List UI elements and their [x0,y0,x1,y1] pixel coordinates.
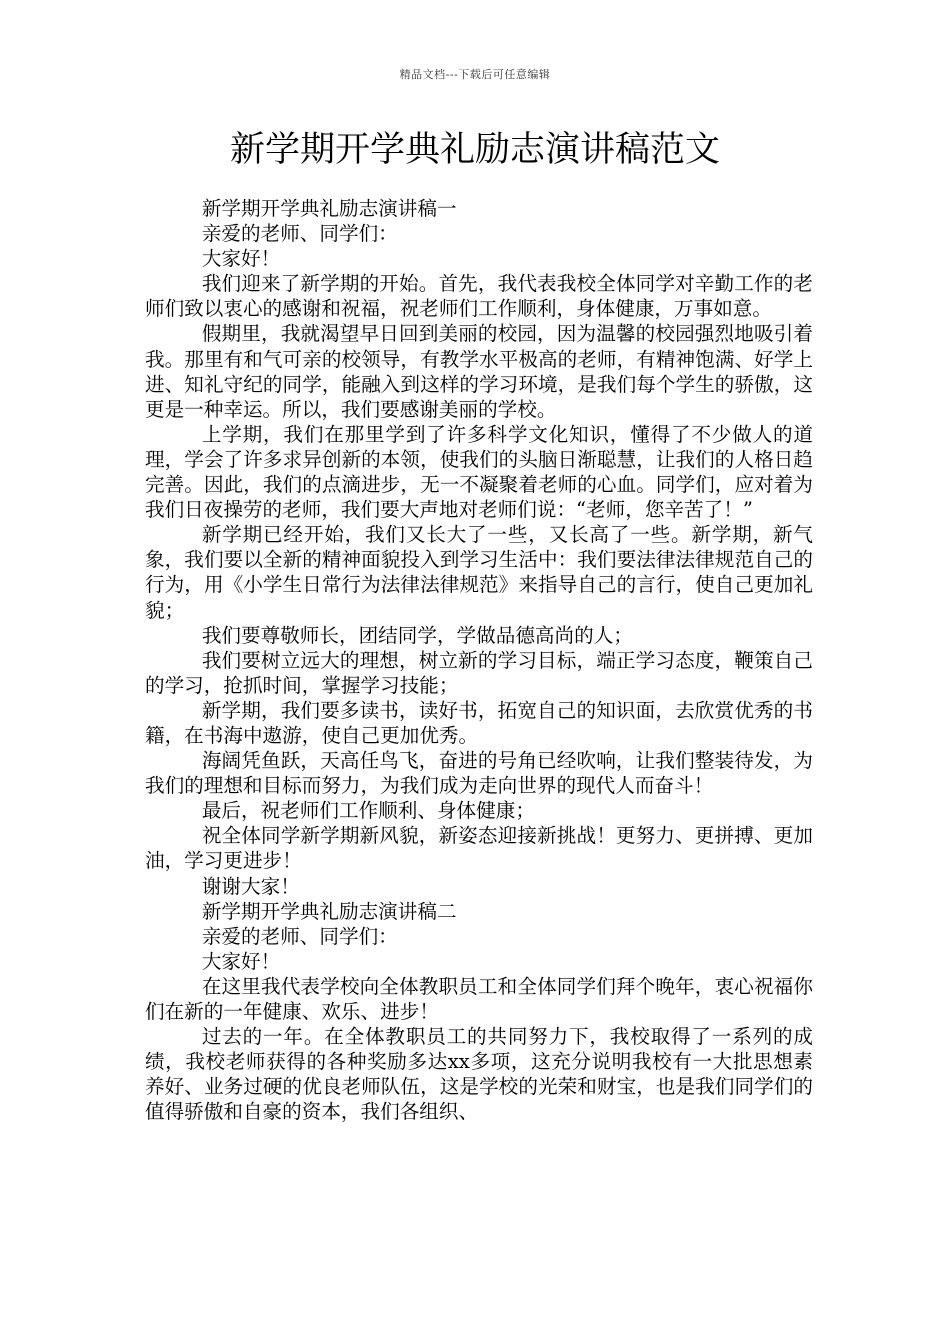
paragraph: 祝全体同学新学期新风貌，新姿态迎接新挑战！更努力、更拼搏、更加油，学习更进步！ [145,824,813,873]
paragraph: 在这里我代表学校向全体教职员工和全体同学们拜个晚年，衷心祝福你们在新的一年健康、欢乐、进步！ [145,974,813,1023]
paragraph: 大家好！ [201,247,281,271]
paragraph: 我们要尊敬师长，团结同学，学做品德高尚的人； [201,623,633,647]
paragraph: 过去的一年。在全体教职员工的共同努力下，我校取得了一系列的成绩，我校老师获得的各种奖励多达xx多项，这充分说明我校有一大批思想素养好、业务过硬的优良老师队伍，这是学校的光荣和财宝，也是我们同学们的值得骄傲和自豪的资本，我们各组织、 [145,1025,813,1124]
paragraph: 亲爱的老师、同学们： [201,222,398,246]
paragraph: 新学期已经开始，我们又长大了一些，又长高了一些。新学期，新气象，我们要以全新的精神面貌投入到学习生活中：我们要法律法律规范自己的行为，用《小学生日常行为法律法律规范》来指导自己的言行，使自己更加礼貌； [145,523,813,622]
paragraph: 新学期开学典礼励志演讲稿二 [201,899,457,923]
document-body [145,196,813,1124]
page-header: 精品文档---下载后可任意编辑 [399,68,551,81]
paragraph: 大家好！ [201,949,281,973]
paragraph: 假期里，我就渴望早日回到美丽的校园，因为温馨的校园强烈地吸引着我。那里有和气可亲的校领导，有教学水平极高的老师，有精神饱满、好学上进、知礼守纪的同学，能融入到这样的学习环境，是我们每个学生的骄傲，这更是一种幸运。所以，我们要感谢美丽的学校。 [145,322,813,421]
paragraph: 海阔凭鱼跃，天高任鸟飞，奋进的号角已经吹响，让我们整装待发，为我们的理想和目标而努力，为我们成为走向世界的现代人而奋斗！ [145,749,813,798]
paragraph: 新学期开学典礼励志演讲稿一 [201,197,457,220]
paragraph: 我们迎来了新学期的开始。首先，我代表我校全体同学对辛勤工作的老师们致以衷心的感谢和祝福，祝老师们工作顺利，身体健康，万事如意。 [145,272,813,321]
paragraph: 最后，祝老师们工作顺利、身体健康； [201,799,535,823]
paragraph: 谢谢大家！ [201,874,300,898]
document-title: 新学期开学典礼励志演讲稿范文 [229,130,720,170]
paragraph: 上学期，我们在那里学到了许多科学文化知识，懂得了不少做人的道理，学会了许多求异创新的本领，使我们的头脑日渐聪慧，让我们的人格日趋完善。因此，我们的点滴进步，无一不凝聚着老师的心血。同学们，应对着为我们日夜操劳的老师，我们要大声地对老师们说：“老师，您辛苦了！” [145,422,813,522]
paragraph: 我们要树立远大的理想，树立新的学习目标，端正学习态度，鞭策自己的学习，抢抓时间，掌握学习技能； [145,648,813,697]
paragraph: 新学期，我们要多读书，读好书，拓宽自己的知识面，去欣赏优秀的书籍，在书海中遨游，使自己更加优秀。 [145,698,813,747]
paragraph: 亲爱的老师、同学们： [201,924,398,948]
